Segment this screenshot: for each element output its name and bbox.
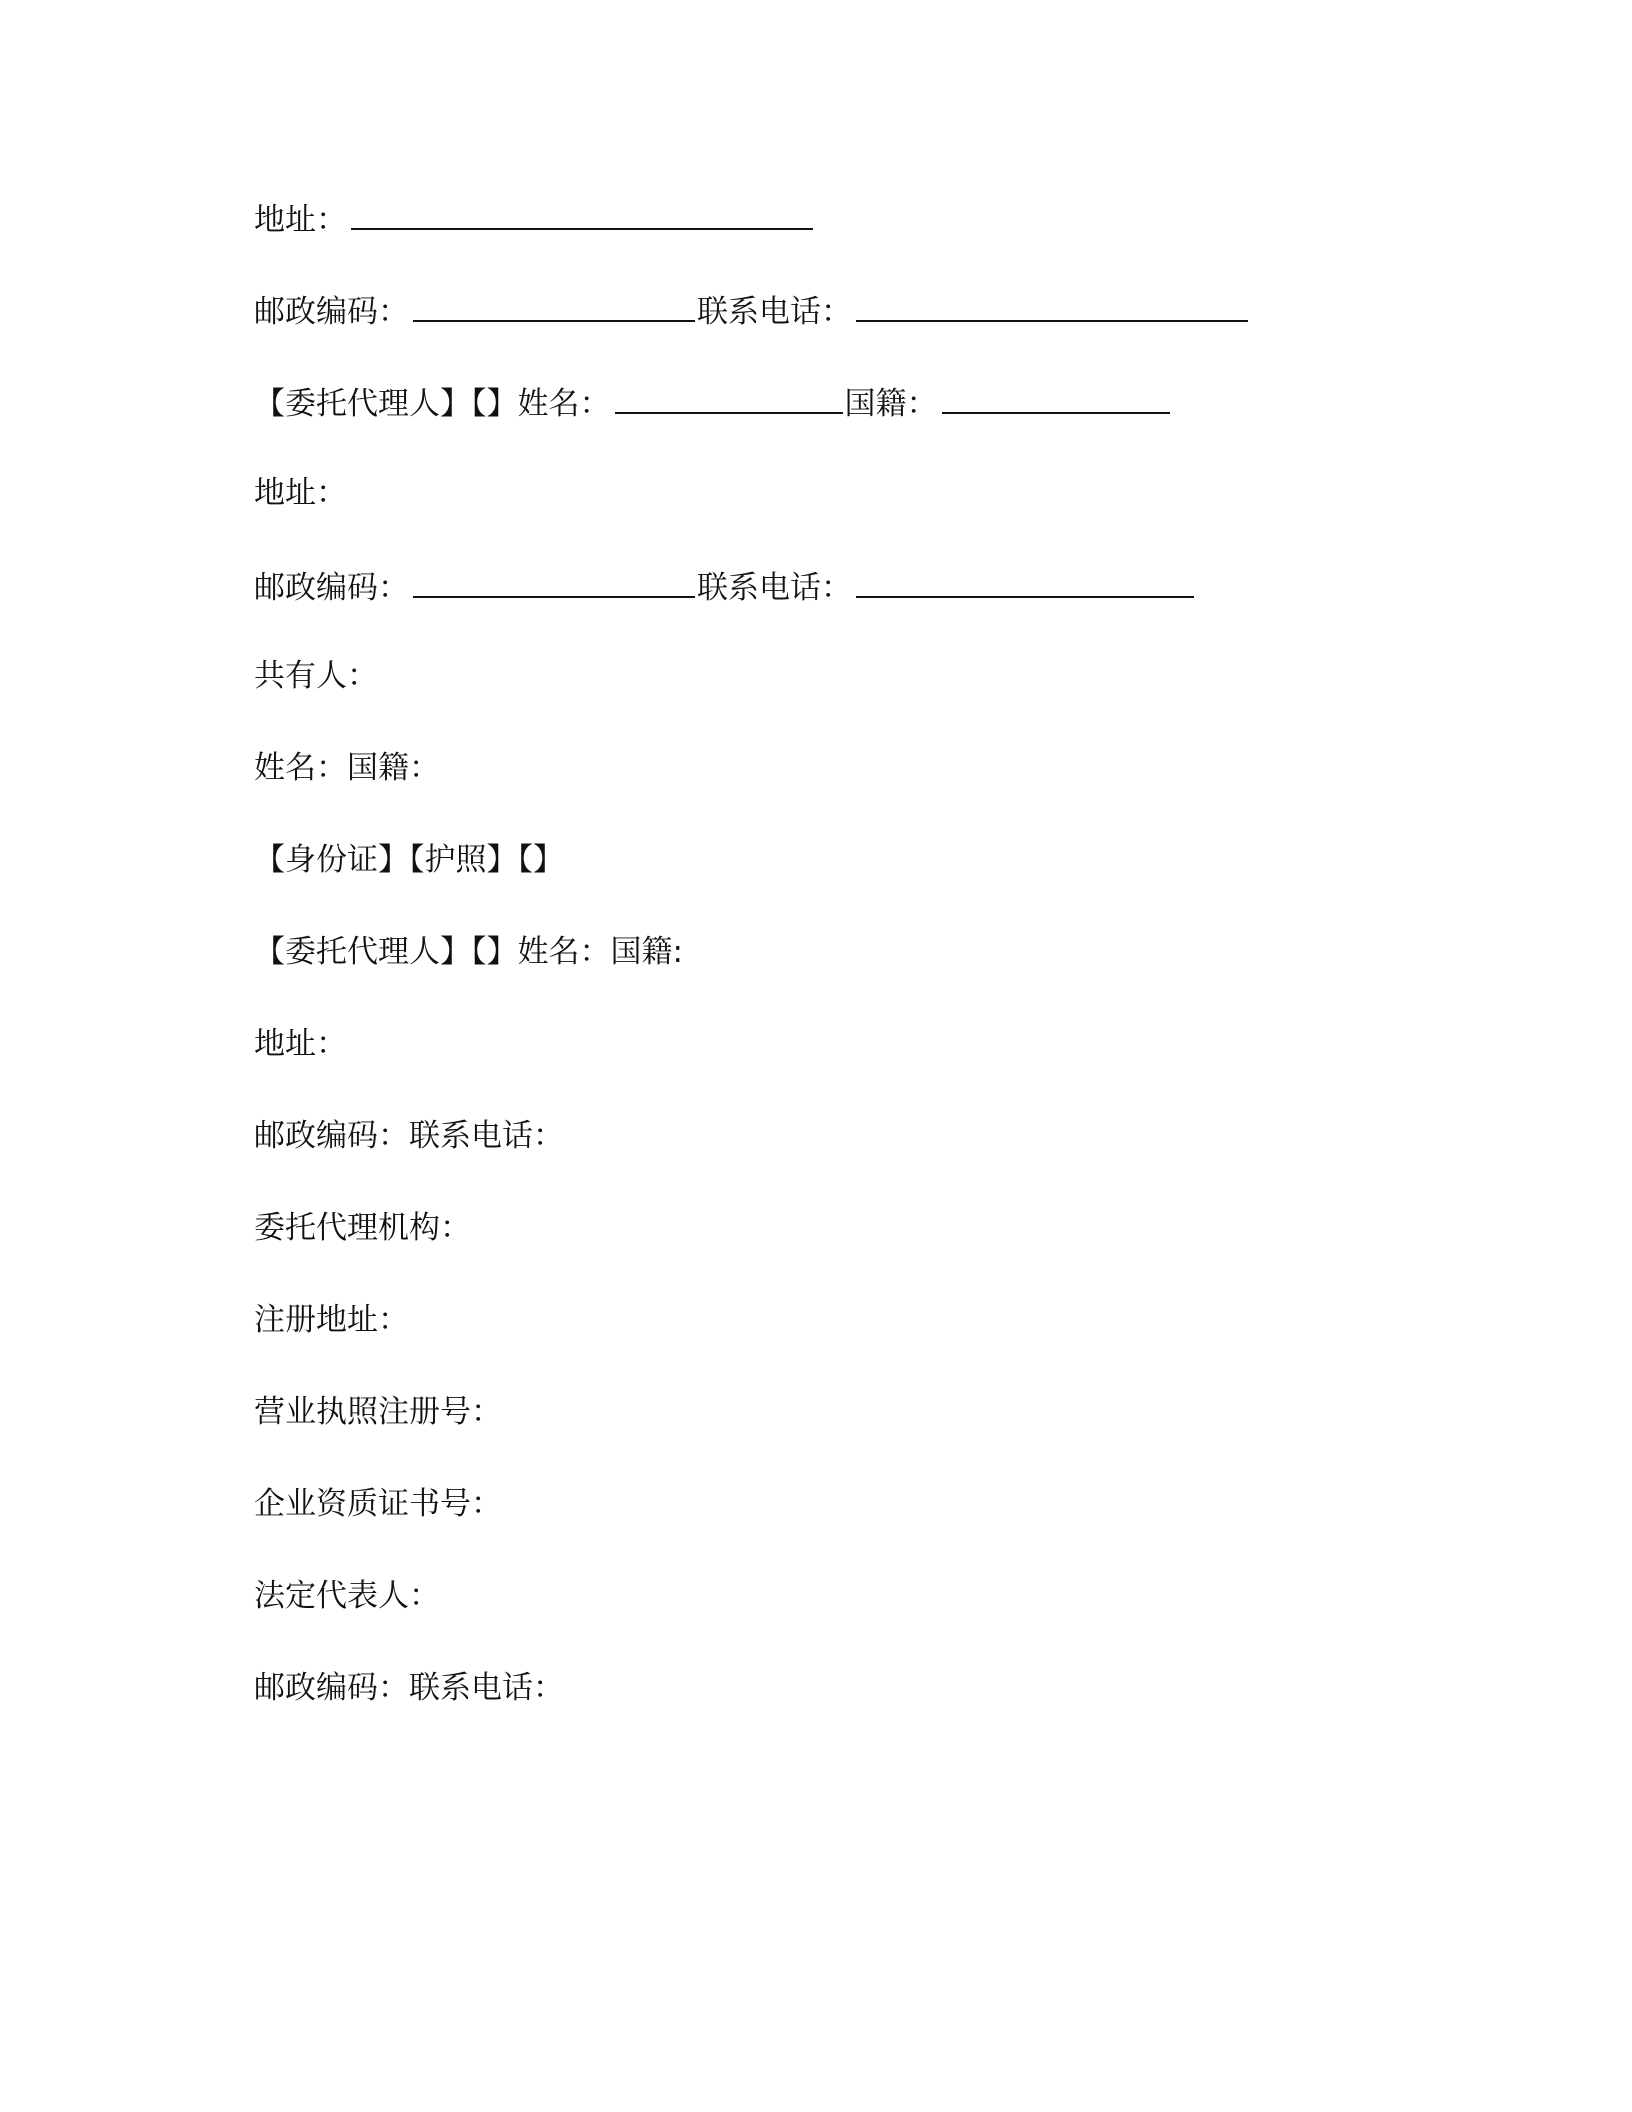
nationality-fill-line[interactable] — [942, 382, 1170, 414]
phone-label: 联系电话： — [697, 570, 852, 606]
business-license-row — [254, 1392, 502, 1432]
phone-label: 联系电话： — [697, 294, 852, 330]
address-label: 地址： — [254, 1026, 347, 1062]
co-owner-row — [254, 656, 378, 696]
business-license-label: 营业执照注册号： — [254, 1394, 502, 1430]
agent-row-2 — [254, 932, 683, 972]
address-row-2 — [254, 473, 347, 513]
agency-label: 委托代理机构： — [254, 1210, 471, 1246]
address-label: 地址： — [254, 202, 347, 238]
address-fill-line[interactable] — [351, 198, 813, 230]
registered-address-label: 注册地址： — [254, 1302, 409, 1338]
agency-row — [254, 1208, 471, 1248]
id-type-options: 【身份证】【护照】【】 — [254, 842, 564, 878]
registered-address-row — [254, 1300, 409, 1340]
phone-fill-line[interactable] — [856, 290, 1248, 322]
address-row-3 — [254, 1024, 347, 1064]
agent-label: 【委托代理人】【】姓名：国籍: — [254, 934, 683, 970]
address-label: 地址： — [254, 475, 347, 511]
qualification-cert-row — [254, 1484, 502, 1524]
agent-name-label: 【委托代理人】【】姓名： — [254, 386, 611, 422]
postal-phone-row-3 — [254, 1116, 564, 1156]
name-nationality-row — [254, 748, 440, 788]
address-row-1 — [254, 198, 815, 240]
qualification-cert-label: 企业资质证书号： — [254, 1486, 502, 1522]
legal-rep-label: 法定代表人： — [254, 1578, 440, 1614]
co-owner-label: 共有人： — [254, 658, 378, 694]
phone-fill-line[interactable] — [856, 566, 1194, 598]
agent-name-fill-line[interactable] — [615, 382, 843, 414]
postal-phone-label: 邮政编码：联系电话： — [254, 1118, 564, 1154]
agent-row-1 — [254, 382, 1172, 424]
id-type-row — [254, 840, 564, 880]
postal-code-fill-line[interactable] — [413, 290, 695, 322]
nationality-label: 国籍： — [844, 386, 938, 422]
postal-phone-row-1 — [254, 290, 1250, 332]
postal-phone-label: 邮政编码：联系电话： — [254, 1670, 564, 1706]
postal-phone-row-4 — [254, 1668, 564, 1708]
postal-code-label: 邮政编码： — [254, 570, 409, 606]
legal-rep-row — [254, 1576, 440, 1616]
name-nationality-label: 姓名：国籍： — [254, 750, 440, 786]
postal-code-label: 邮政编码： — [254, 294, 409, 330]
postal-phone-row-2 — [254, 566, 1196, 608]
postal-code-fill-line[interactable] — [413, 566, 695, 598]
